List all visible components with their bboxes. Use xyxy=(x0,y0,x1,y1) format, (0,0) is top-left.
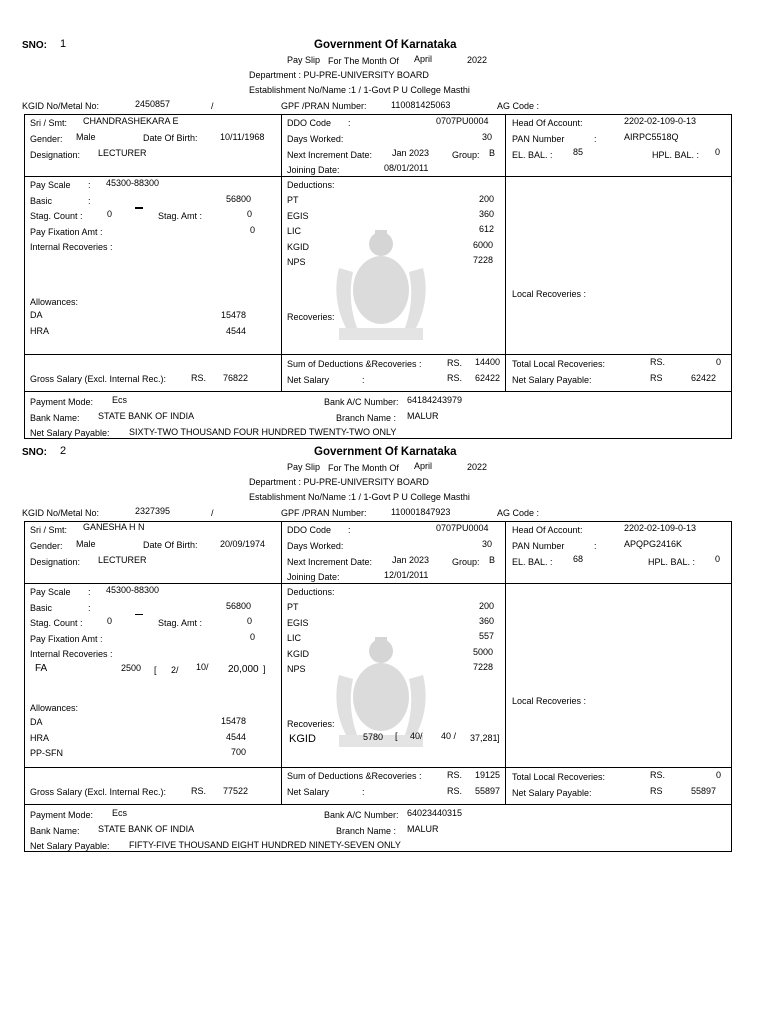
stag-count-label: Stag. Count : xyxy=(30,618,83,628)
total-local-recoveries-value: 0 xyxy=(716,770,722,780)
sum-deductions-label: Sum of Deductions &Recoveries : xyxy=(287,771,422,781)
designation-value: LECTURER xyxy=(98,555,147,565)
recovery-total-installments: 40 / xyxy=(441,731,457,741)
net-salary-value: 62422 xyxy=(475,373,501,383)
dob-label: Date Of Birth: xyxy=(143,540,198,550)
net-salary-label: Net Salary xyxy=(287,787,330,797)
stag-count-value: 0 xyxy=(107,616,113,626)
deduction-amount: 5000 xyxy=(473,647,494,657)
allowance-amount: 15478 xyxy=(221,716,247,726)
divider xyxy=(281,114,282,391)
karnataka-emblem-watermark xyxy=(317,228,445,346)
gender-label: Gender: xyxy=(30,134,63,144)
bank-account-value: 64184243979 xyxy=(407,395,463,405)
el-balance-value: 68 xyxy=(573,554,584,564)
divider xyxy=(24,583,731,584)
allowance-name: HRA xyxy=(30,733,50,743)
gender-value: Male xyxy=(76,539,96,549)
gross-salary-rs: RS. xyxy=(191,373,207,383)
bank-name-value: STATE BANK OF INDIA xyxy=(98,824,195,834)
allowance-amount: 15478 xyxy=(221,310,247,320)
group-label: Group: xyxy=(452,150,480,160)
allowance-name: HRA xyxy=(30,326,50,336)
el-balance-label: EL. BAL. : xyxy=(512,150,553,160)
stag-amt-label: Stag. Amt : xyxy=(158,211,203,221)
increment-label: Next Increment Date: xyxy=(287,150,373,160)
sno-label: SNO: xyxy=(22,40,47,51)
pay-scale-label: Pay Scale xyxy=(30,180,71,190)
joining-label: Joining Date: xyxy=(287,572,340,582)
head-of-account-label: Head Of Account: xyxy=(512,525,583,535)
basic-value: 56800 xyxy=(226,601,252,611)
kgid-label: KGID No/Metal No: xyxy=(22,508,100,518)
deduction-amount: 6000 xyxy=(473,240,494,250)
allowance-amount: 700 xyxy=(231,747,247,757)
allowances-label: Allowances: xyxy=(30,297,79,307)
joining-value: 12/01/2011 xyxy=(384,570,429,580)
net-salary-payable-rs: RS xyxy=(650,373,663,383)
internal-recovery-bracket-open: [ xyxy=(154,665,157,675)
stag-count-label: Stag. Count : xyxy=(30,211,83,221)
dob-value: 10/11/1968 xyxy=(220,132,265,142)
deduction-amount: 200 xyxy=(479,601,495,611)
net-salary-payable-label: Net Salary Payable: xyxy=(512,375,592,385)
month-value: April xyxy=(414,54,433,64)
internal-recovery-amount: 2500 xyxy=(121,663,142,673)
pay-scale-colon: : xyxy=(88,180,91,190)
sno-label: SNO: xyxy=(22,447,47,458)
pay-scale-colon: : xyxy=(88,587,91,597)
designation-label: Designation: xyxy=(30,557,81,567)
government-title: Government Of Karnataka xyxy=(314,446,457,458)
deduction-name: LIC xyxy=(287,633,302,643)
pan-value: AIRPC5518Q xyxy=(624,132,679,142)
amount-in-words: FIFTY-FIVE THOUSAND EIGHT HUNDRED NINETY-SEVEN ONLY xyxy=(129,840,401,850)
deduction-name: KGID xyxy=(287,649,310,659)
ddo-colon: : xyxy=(348,525,351,535)
pan-value: APQPG2416K xyxy=(624,539,683,549)
payslip-label: Pay Slip xyxy=(287,55,321,65)
deduction-name: PT xyxy=(287,602,299,612)
deduction-name: EGIS xyxy=(287,618,309,628)
divider xyxy=(505,521,506,804)
days-label: Days Worked: xyxy=(287,541,344,551)
year-value: 2022 xyxy=(467,55,488,65)
local-recoveries-label: Local Recoveries : xyxy=(512,289,587,299)
pay-fixation-label: Pay Fixation Amt : xyxy=(30,634,103,644)
divider xyxy=(505,114,506,391)
group-value: B xyxy=(489,148,496,158)
branch-name-value: MALUR xyxy=(407,824,439,834)
sum-deductions-value: 19125 xyxy=(475,770,501,780)
net-salary-colon: : xyxy=(362,787,365,797)
recoveries-label: Recoveries: xyxy=(287,719,335,729)
gpf-label: GPF /PRAN Number: xyxy=(281,101,367,111)
name-label: Sri / Smt: xyxy=(30,118,68,128)
hpl-balance-value: 0 xyxy=(715,147,721,157)
pan-colon: : xyxy=(594,134,597,144)
divider xyxy=(24,391,731,392)
dob-label: Date Of Birth: xyxy=(143,133,198,143)
el-balance-label: EL. BAL. : xyxy=(512,557,553,567)
recovery-balance: 37,281 xyxy=(470,733,498,743)
total-local-recoveries-label: Total Local Recoveries: xyxy=(512,359,606,369)
bank-name-value: STATE BANK OF INDIA xyxy=(98,411,195,421)
internal-recovery-installment: 2/ xyxy=(171,665,179,675)
allowance-amount: 4544 xyxy=(226,326,247,336)
payment-mode-value: Ecs xyxy=(112,395,128,405)
divider xyxy=(281,521,282,804)
deduction-name: EGIS xyxy=(287,211,309,221)
designation-label: Designation: xyxy=(30,150,81,160)
gross-salary-rs: RS. xyxy=(191,786,207,796)
amount-in-words-label: Net Salary Payable: xyxy=(30,841,110,851)
total-local-recoveries-value: 0 xyxy=(716,357,722,367)
head-of-account-value: 2202-02-109-0-13 xyxy=(624,523,697,533)
bank-account-label: Bank A/C Number: xyxy=(324,810,399,820)
sno-value: 1 xyxy=(60,38,67,50)
gross-salary-value: 77522 xyxy=(223,786,249,796)
kgid-value: 2450857 xyxy=(135,99,171,109)
divider xyxy=(24,354,731,355)
branch-name-value: MALUR xyxy=(407,411,439,421)
head-of-account-label: Head Of Account: xyxy=(512,118,583,128)
internal-recovery-bracket-close: ] xyxy=(263,664,266,674)
pay-scale-value: 45300-88300 xyxy=(106,178,160,188)
pan-colon: : xyxy=(594,541,597,551)
sum-deductions-rs: RS. xyxy=(447,358,463,368)
pay-fixation-label: Pay Fixation Amt : xyxy=(30,227,103,237)
deduction-amount: 360 xyxy=(479,616,495,626)
days-value: 30 xyxy=(482,539,493,549)
net-salary-payable-value: 55897 xyxy=(691,786,717,796)
kgid-value: 2327395 xyxy=(135,506,171,516)
internal-recoveries-label: Internal Recoveries : xyxy=(30,242,113,252)
bank-account-value: 64023440315 xyxy=(407,808,463,818)
divider xyxy=(24,804,731,805)
deduction-amount: 7228 xyxy=(473,255,494,265)
ddo-label: DDO Code xyxy=(287,118,332,128)
deduction-amount: 7228 xyxy=(473,662,494,672)
year-value: 2022 xyxy=(467,462,488,472)
bank-name-label: Bank Name: xyxy=(30,413,80,423)
allowance-name: DA xyxy=(30,310,43,320)
deduction-name: NPS xyxy=(287,664,306,674)
pay-fixation-value: 0 xyxy=(250,632,256,642)
hpl-balance-label: HPL. BAL. : xyxy=(652,150,700,160)
gpf-value: 110001847923 xyxy=(391,507,451,517)
kgid-slash: / xyxy=(211,101,214,111)
hpl-balance-value: 0 xyxy=(715,554,721,564)
divider xyxy=(24,767,731,768)
stag-count-value: 0 xyxy=(107,209,113,219)
pay-scale-value: 45300-88300 xyxy=(106,585,160,595)
recovery-installment: 40/ xyxy=(410,731,423,741)
dash-mark xyxy=(135,614,143,615)
total-local-recoveries-label: Total Local Recoveries: xyxy=(512,772,606,782)
internal-recovery-total-installments: 10/ xyxy=(196,662,209,672)
stag-amt-value: 0 xyxy=(247,616,253,626)
establishment: Establishment No/Name :1 / 1-Govt P U College Masthi xyxy=(249,85,470,95)
payment-mode-label: Payment Mode: xyxy=(30,397,94,407)
deductions-label: Deductions: xyxy=(287,587,335,597)
internal-recoveries-label: Internal Recoveries : xyxy=(30,649,113,659)
net-salary-value: 55897 xyxy=(475,786,501,796)
deductions-label: Deductions: xyxy=(287,180,335,190)
internal-recovery-balance: 20,000 xyxy=(228,664,259,675)
establishment: Establishment No/Name :1 / 1-Govt P U College Masthi xyxy=(249,492,470,502)
total-local-recoveries-rs: RS. xyxy=(650,770,666,780)
pan-label: PAN Number xyxy=(512,134,565,144)
net-salary-rs: RS. xyxy=(447,373,463,383)
payslip-label: Pay Slip xyxy=(287,462,321,472)
deduction-amount: 360 xyxy=(479,209,495,219)
basic-label: Basic xyxy=(30,196,53,206)
stag-amt-label: Stag. Amt : xyxy=(158,618,203,628)
payment-mode-label: Payment Mode: xyxy=(30,810,94,820)
gender-value: Male xyxy=(76,132,96,142)
amount-in-words: SIXTY-TWO THOUSAND FOUR HUNDRED TWENTY-TWO ONLY xyxy=(129,427,397,437)
increment-value: Jan 2023 xyxy=(392,148,430,158)
increment-label: Next Increment Date: xyxy=(287,557,373,567)
joining-value: 08/01/2011 xyxy=(384,163,429,173)
group-label: Group: xyxy=(452,557,480,567)
days-label: Days Worked: xyxy=(287,134,344,144)
total-local-recoveries-rs: RS. xyxy=(650,357,666,367)
sum-deductions-value: 14400 xyxy=(475,357,501,367)
branch-name-label: Branch Name : xyxy=(336,826,397,836)
ag-code-label: AG Code : xyxy=(497,101,540,111)
dob-value: 20/09/1974 xyxy=(220,539,266,549)
sno-value: 2 xyxy=(60,445,67,457)
net-salary-colon: : xyxy=(362,375,365,385)
net-salary-rs: RS. xyxy=(447,786,463,796)
sum-deductions-label: Sum of Deductions &Recoveries : xyxy=(287,359,422,369)
department: Department : PU-PRE-UNIVERSITY BOARD xyxy=(249,477,429,487)
name-label: Sri / Smt: xyxy=(30,525,68,535)
stag-amt-value: 0 xyxy=(247,209,253,219)
pay-scale-label: Pay Scale xyxy=(30,587,71,597)
gender-label: Gender: xyxy=(30,541,63,551)
basic-colon: : xyxy=(88,603,91,613)
pay-slip-1 xyxy=(0,0,768,438)
local-recoveries-label: Local Recoveries : xyxy=(512,696,587,706)
group-value: B xyxy=(489,555,496,565)
government-title: Government Of Karnataka xyxy=(314,39,457,51)
gpf-value: 110081425063 xyxy=(391,100,451,110)
deduction-name: LIC xyxy=(287,226,302,236)
pay-slip-2 xyxy=(0,407,768,851)
employee-name: GANESHA H N xyxy=(83,522,145,532)
recovery-bracket-close: ] xyxy=(497,733,500,743)
gross-salary-value: 76822 xyxy=(223,373,249,383)
ag-code-label: AG Code : xyxy=(497,508,540,518)
dash-mark xyxy=(135,207,143,209)
basic-value: 56800 xyxy=(226,194,252,204)
recovery-name: KGID xyxy=(289,733,316,745)
deduction-amount: 200 xyxy=(479,194,495,204)
allowances-label: Allowances: xyxy=(30,703,79,713)
month-label: For The Month Of xyxy=(328,463,399,473)
basic-label: Basic xyxy=(30,603,53,613)
allowance-amount: 4544 xyxy=(226,732,247,742)
net-salary-payable-value: 62422 xyxy=(691,373,717,383)
days-value: 30 xyxy=(482,132,493,142)
allowance-name: DA xyxy=(30,717,43,727)
deduction-name: PT xyxy=(287,195,299,205)
designation-value: LECTURER xyxy=(98,148,147,158)
deduction-name: KGID xyxy=(287,242,310,252)
ddo-label: DDO Code xyxy=(287,525,332,535)
employee-name: CHANDRASHEKARA E xyxy=(83,116,179,126)
hpl-balance-label: HPL. BAL. : xyxy=(648,557,696,567)
kgid-label: KGID No/Metal No: xyxy=(22,101,100,111)
recovery-bracket-open: [ xyxy=(395,731,398,741)
deduction-amount: 557 xyxy=(479,631,495,641)
recovery-amount: 5780 xyxy=(363,732,384,742)
pan-label: PAN Number xyxy=(512,541,565,551)
net-salary-payable-rs: RS xyxy=(650,786,663,796)
sum-deductions-rs: RS. xyxy=(447,770,463,780)
month-value: April xyxy=(414,461,433,471)
net-salary-label: Net Salary xyxy=(287,375,330,385)
divider xyxy=(24,176,731,177)
net-salary-payable-label: Net Salary Payable: xyxy=(512,788,592,798)
allowance-name: PP-SFN xyxy=(30,748,64,758)
ddo-value: 0707PU0004 xyxy=(436,116,489,126)
pay-fixation-value: 0 xyxy=(250,225,256,235)
ddo-colon: : xyxy=(348,118,351,128)
internal-recovery-name: FA xyxy=(35,663,48,674)
deduction-name: NPS xyxy=(287,257,306,267)
basic-colon: : xyxy=(88,196,91,206)
payment-mode-value: Ecs xyxy=(112,808,128,818)
amount-in-words-label: Net Salary Payable: xyxy=(30,428,110,438)
el-balance-value: 85 xyxy=(573,147,584,157)
department: Department : PU-PRE-UNIVERSITY BOARD xyxy=(249,70,429,80)
gpf-label: GPF /PRAN Number: xyxy=(281,508,367,518)
head-of-account-value: 2202-02-109-0-13 xyxy=(624,116,697,126)
month-label: For The Month Of xyxy=(328,56,399,66)
gross-salary-label: Gross Salary (Excl. Internal Rec.): xyxy=(30,374,167,384)
joining-label: Joining Date: xyxy=(287,165,340,175)
ddo-value: 0707PU0004 xyxy=(436,523,489,533)
deduction-amount: 612 xyxy=(479,224,495,234)
kgid-slash: / xyxy=(211,508,214,518)
gross-salary-label: Gross Salary (Excl. Internal Rec.): xyxy=(30,787,167,797)
bank-name-label: Bank Name: xyxy=(30,826,80,836)
bank-account-label: Bank A/C Number: xyxy=(324,397,399,407)
recoveries-label: Recoveries: xyxy=(287,312,335,322)
increment-value: Jan 2023 xyxy=(392,555,430,565)
branch-name-label: Branch Name : xyxy=(336,413,397,423)
